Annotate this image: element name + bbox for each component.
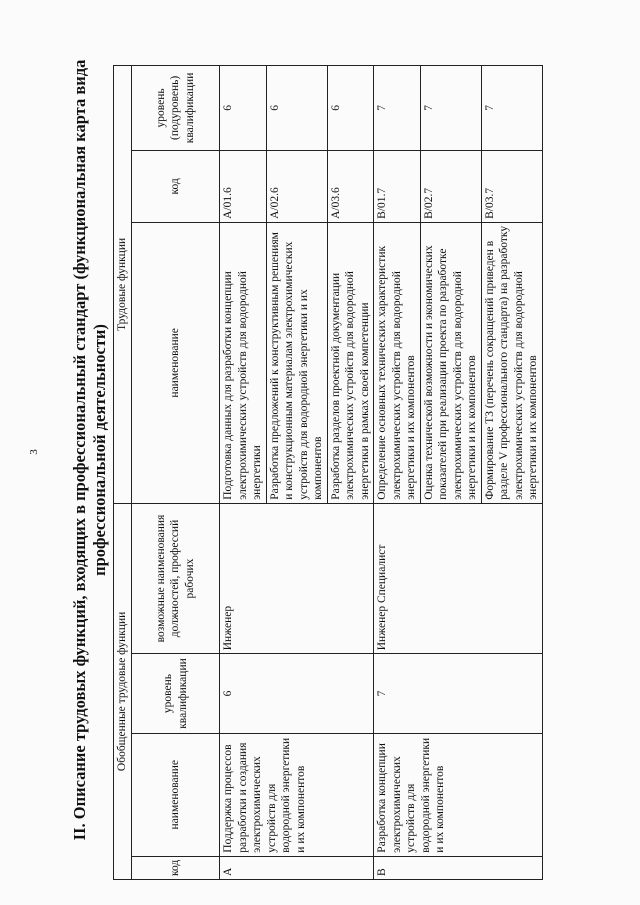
group-level: 7 [374,654,543,733]
functional-map-table [113,65,543,880]
group-name: Разработка концепции электрохимических устройств для водородной энергетики и их компонентов [374,733,543,856]
header-generalized-functions: Обобщенные трудовые функции [114,503,132,879]
function-code: А/02.6 [266,150,327,222]
section-title-line1: II. Описание трудовых функций, входящих в профессиональный стандарт (функциональная карта вида [70,59,89,841]
group-positions: Инженер [220,503,374,654]
header-labor-functions: Трудовые функции [114,66,132,504]
function-code: А/03.6 [327,150,374,222]
section-title [70,20,110,880]
function-code: В/03.7 [481,150,542,222]
rotated-page-content [70,20,615,880]
group-code: А [220,856,374,879]
group-code: В [374,856,543,879]
page-number: 3 [28,449,40,455]
function-level: 7 [481,66,542,151]
function-name: Определение основных технических характеристик электрохимических устройств для водородной энергетики и их компонентов [374,222,421,503]
col-header-function-name: наименование [132,222,220,503]
section-title-line2: профессиональной деятельности) [90,324,109,576]
function-level: 7 [374,66,421,151]
col-header-level: уровень квалификации [132,654,220,733]
function-name: Разработка разделов проектной документации электрохимических устройств для водородной энергетики в рамках своей компетенции [327,222,374,503]
col-header-function-level: уровень (подуровень) квалификации [132,66,220,151]
function-level: 6 [266,66,327,151]
function-level: 7 [420,66,481,151]
function-name: Оценка технической возможности и экономических показателей при реализации проекта по разработке электрохимических устройств для водородной энергетики и их компонентов [420,222,481,503]
group-name: Поддержка процессов разработки и создания электрохимических устройств для водородной энергетики и их компонентов [220,733,374,856]
function-level: 6 [327,66,374,151]
function-code: В/01.7 [374,150,421,222]
group-level: 6 [220,654,374,733]
function-name: Разработка предложений к конструктивным решениям и конструкционным материалам электрохимических устройств для водородной энергетики и их компонентов [266,222,327,503]
table-row [374,66,421,880]
col-header-code: код [132,856,220,879]
col-header-positions: возможные наименования должностей, профессий рабочих [132,503,220,654]
table-row [220,66,267,880]
group-positions: Инженер Специалист [374,503,543,654]
function-name: Формирование ТЗ (перечень сокращений приведен в разделе V профессионального стандарта) на разработку электрохимических устройств для водородной энергетики и их компонентов [481,222,542,503]
col-header-function-code: код [132,150,220,222]
function-code: А/01.6 [220,150,267,222]
function-level: 6 [220,66,267,151]
function-name: Подготовка данных для разработки концепции электрохимических устройств для водородной энергетики [220,222,267,503]
col-header-name: наименование [132,733,220,856]
function-code: В/02.7 [420,150,481,222]
